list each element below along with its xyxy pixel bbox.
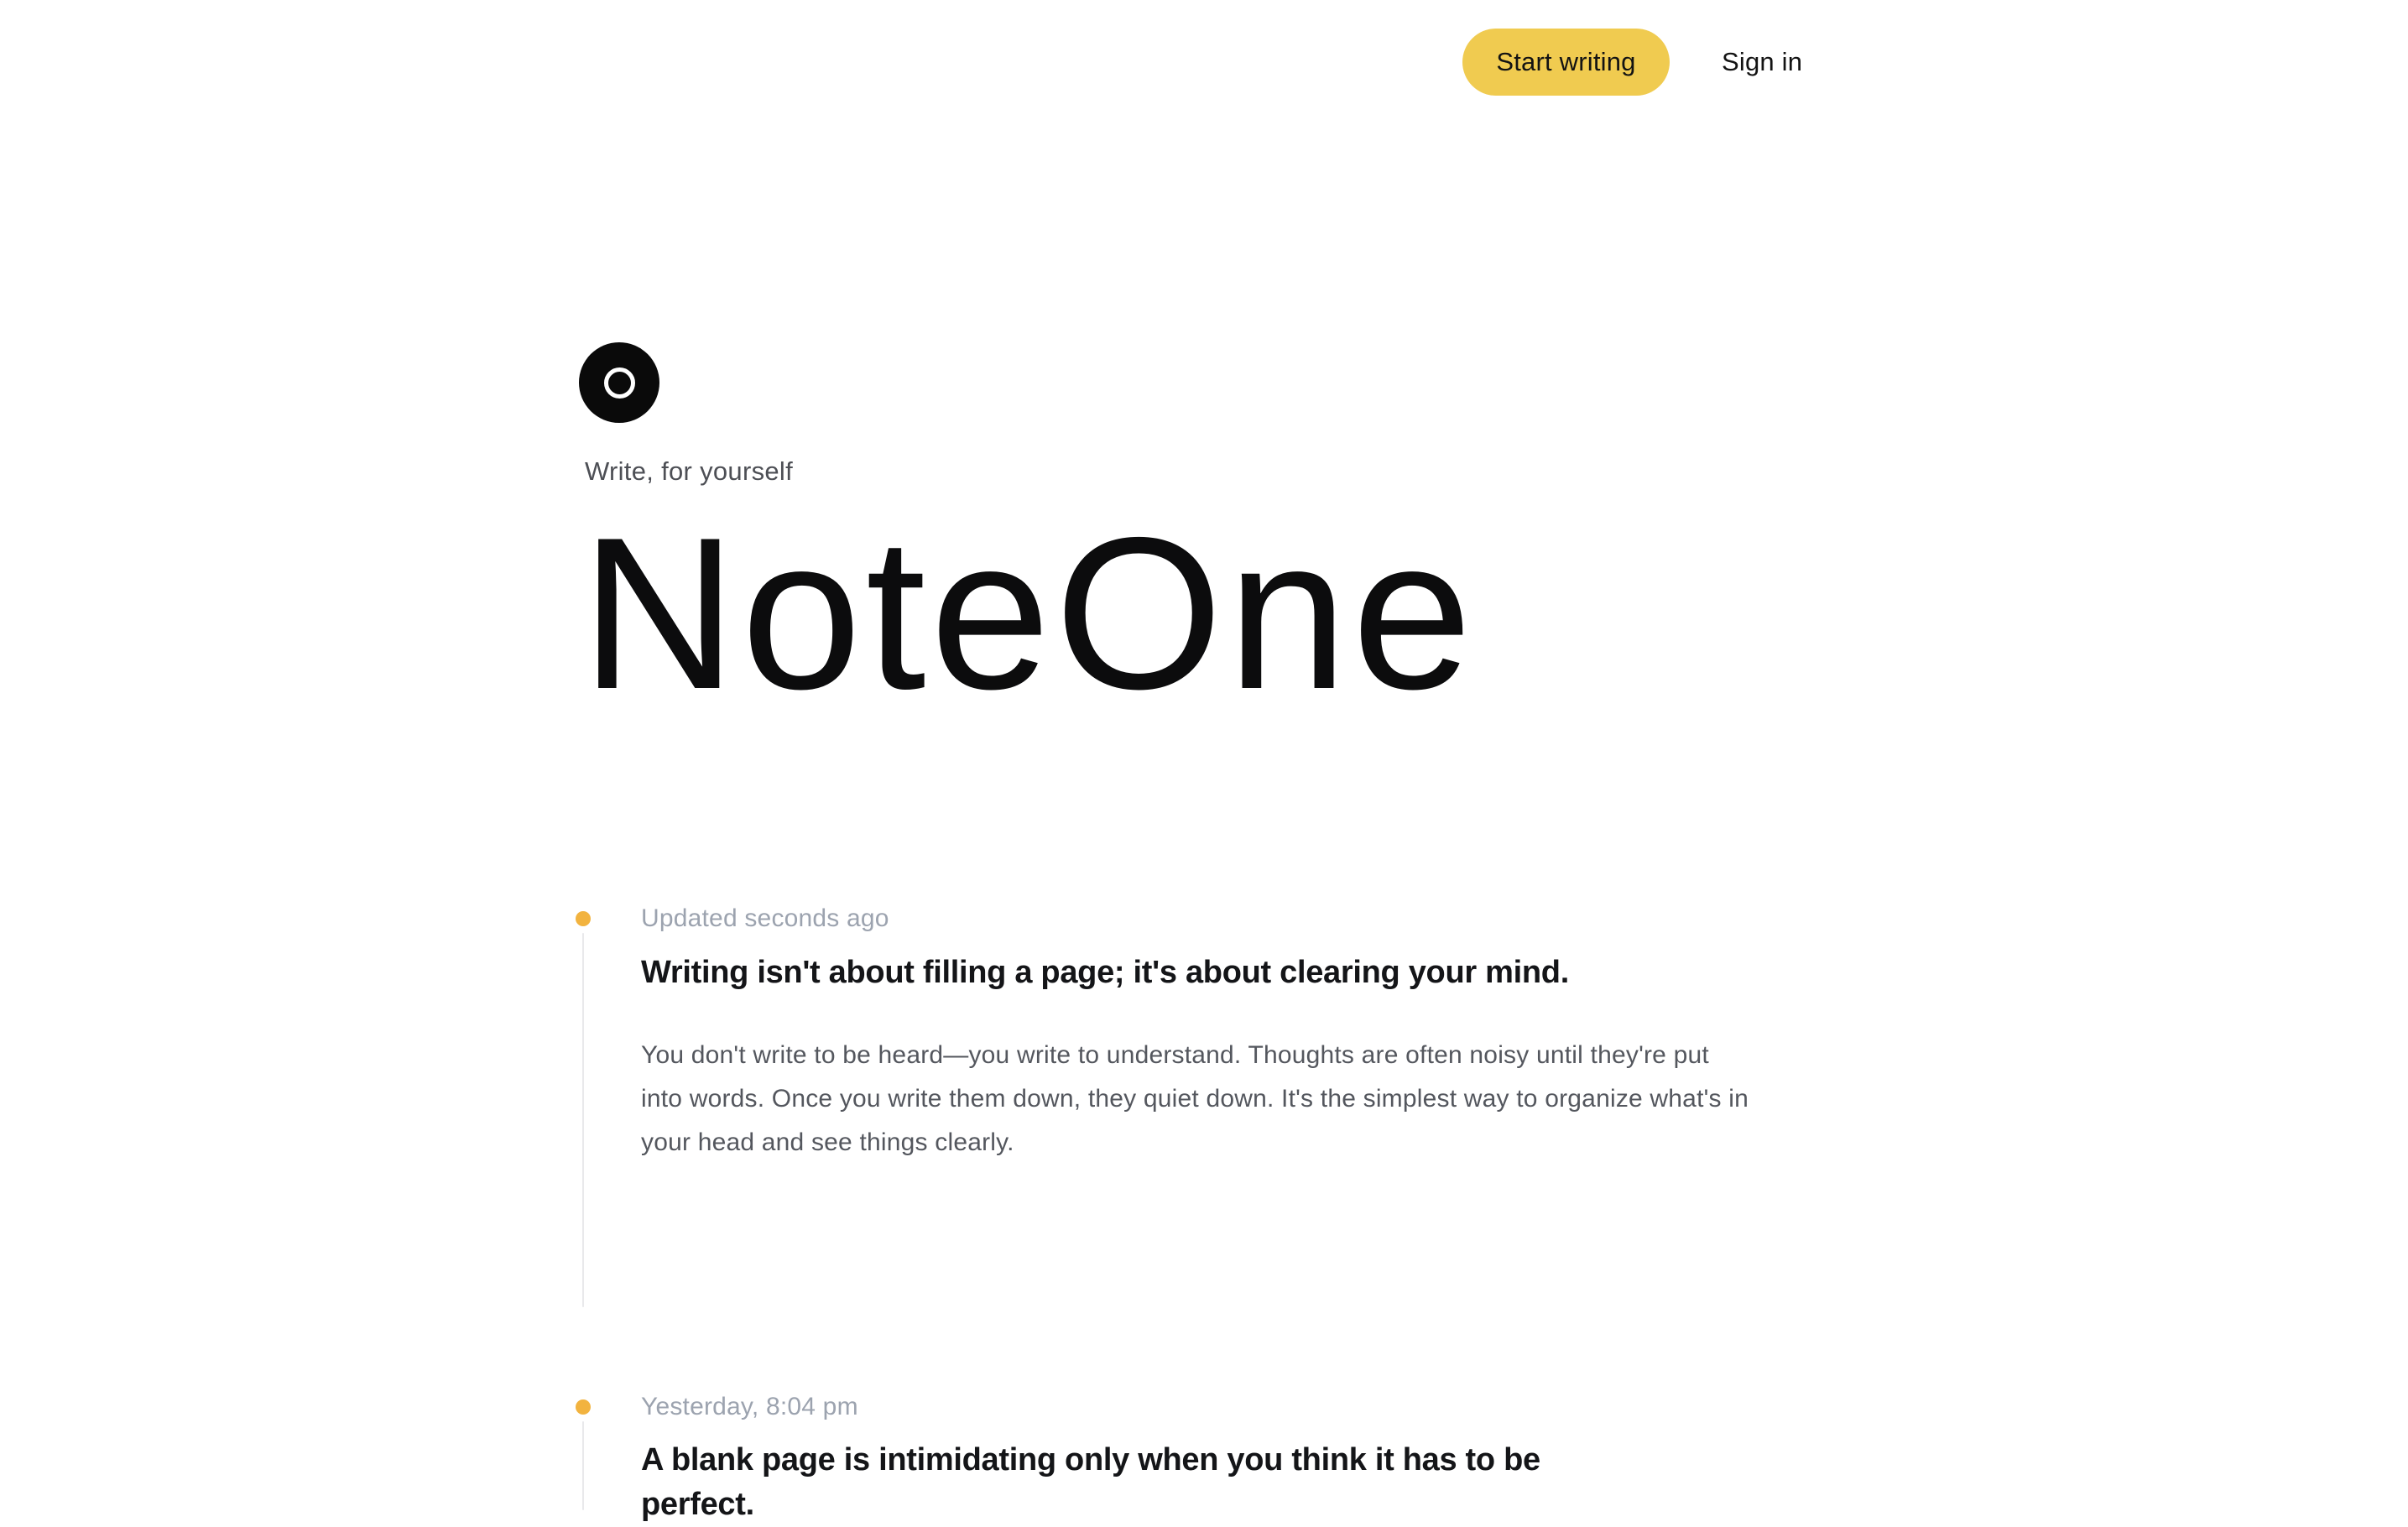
brand-logo-icon: [579, 342, 659, 423]
sign-in-button[interactable]: Sign in: [1712, 29, 1812, 96]
brand-tagline: Write, for yourself: [585, 456, 794, 486]
logo-ring-icon: [604, 367, 635, 399]
start-writing-button[interactable]: Start writing: [1462, 29, 1670, 96]
note-entry: [576, 904, 1851, 1307]
note-title-line: Writing isn't about filling a page; it's about clearing your mind.: [641, 955, 1569, 990]
page-title-wordmark: NoteOne: [581, 492, 1477, 734]
timeline-dot-icon: [576, 1399, 591, 1415]
top-nav: [0, 0, 2408, 117]
note-timestamp: Yesterday, 8:04 pm: [641, 1393, 858, 1420]
note-title: [641, 1438, 1540, 1527]
timeline-dot-icon: [576, 911, 591, 926]
note-title-line: perfect.: [641, 1487, 754, 1522]
timeline-line: [582, 1421, 584, 1510]
note-body-line: your head and see things clearly.: [641, 1128, 1014, 1156]
note-title-line: A blank page is intimidating only when you think it has to be: [641, 1442, 1540, 1477]
note-entry: [576, 1393, 1851, 1522]
note-body: [641, 1034, 1749, 1165]
note-title: [641, 951, 1569, 995]
timeline-line: [582, 933, 584, 1307]
note-body-line: into words. Once you write them down, they quiet down. It's the simplest way to organize what's in: [641, 1085, 1749, 1113]
note-timestamp: Updated seconds ago: [641, 904, 889, 932]
note-body-line: You don't write to be heard—you write to understand. Thoughts are often noisy until they're put: [641, 1041, 1709, 1069]
